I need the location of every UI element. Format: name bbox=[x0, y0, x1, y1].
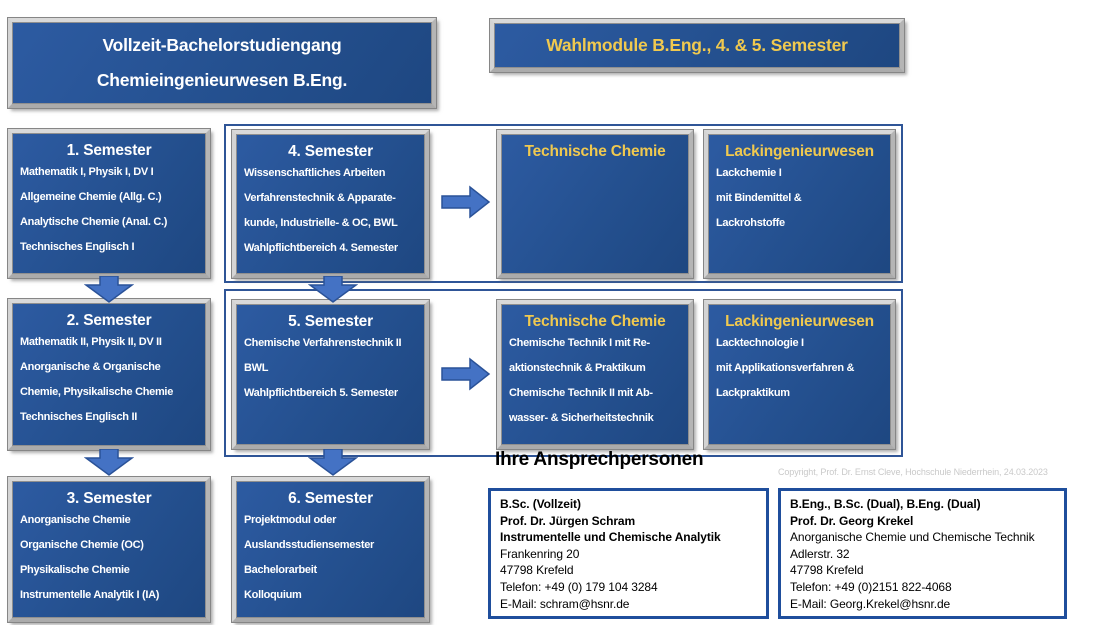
arrow-down-icon bbox=[84, 276, 134, 303]
semester-3-title: 3. Semester bbox=[66, 490, 152, 507]
electives-title-label: Wahlmodule B.Eng., 4. & 5. Semester bbox=[546, 35, 848, 55]
elective-title: Lackingenieurwesen bbox=[725, 313, 874, 330]
module-line: mit Applikationsverfahren & bbox=[716, 362, 855, 374]
copyright-note: Copyright, Prof. Dr. Ernst Cleve, Hochschule Niederrhein, 24.03.2023 bbox=[778, 467, 1048, 477]
contact-department: Anorganische Chemie und Chemische Technik bbox=[790, 530, 1035, 545]
semester-2-box bbox=[8, 299, 210, 450]
module-line: Lackpraktikum bbox=[716, 387, 790, 399]
course-line: Bachelorarbeit bbox=[244, 564, 317, 576]
semester-6-title: 6. Semester bbox=[288, 490, 373, 507]
course-line: Anorganische Chemie bbox=[20, 514, 131, 526]
arrow-down-icon bbox=[308, 276, 358, 303]
contact-email: E-Mail: schram@hsnr.de bbox=[500, 596, 630, 611]
module-line: Lackrohstoffe bbox=[716, 217, 785, 229]
course-line: Mathematik II, Physik II, DV II bbox=[20, 336, 162, 348]
course-line: Auslandsstudiensemester bbox=[244, 539, 375, 551]
course-line: Technisches Englisch II bbox=[20, 411, 137, 423]
module-line: Chemische Technik I mit Re- bbox=[509, 337, 650, 349]
course-line: Anorganische & Organische bbox=[20, 361, 161, 373]
course-line: Physikalische Chemie bbox=[20, 564, 130, 576]
module-line: Chemische Technik II mit Ab- bbox=[509, 387, 653, 399]
semester-5-box bbox=[232, 300, 429, 449]
elective-title: Technische Chemie bbox=[524, 143, 666, 160]
contact-card-krekel bbox=[778, 488, 1067, 619]
course-line: Allgemeine Chemie (Allg. C.) bbox=[20, 191, 162, 203]
course-line: Mathematik I, Physik I, DV I bbox=[20, 166, 154, 178]
contacts-heading: Ihre Ansprechpersonen bbox=[495, 449, 704, 470]
course-line: Technisches Englisch I bbox=[20, 241, 135, 253]
course-line: Wahlpflichtbereich 5. Semester bbox=[244, 387, 398, 399]
contact-name: Prof. Dr. Jürgen Schram bbox=[500, 513, 636, 528]
contact-street: Adlerstr. 32 bbox=[790, 546, 850, 561]
course-line: Chemie, Physikalische Chemie bbox=[20, 386, 174, 398]
contact-street: Frankenring 20 bbox=[500, 546, 580, 561]
program-title-line2: Chemieingenieurwesen B.Eng. bbox=[96, 70, 348, 90]
course-line: BWL bbox=[244, 362, 269, 374]
elective-title: Technische Chemie bbox=[524, 313, 666, 330]
elective-technische-chemie-4-box bbox=[497, 130, 693, 278]
contact-city: 47798 Krefeld bbox=[500, 563, 574, 578]
elective-lackingenieurwesen-4-box bbox=[704, 130, 895, 278]
arrow-down-icon bbox=[84, 449, 134, 476]
semester-4-title: 4. Semester bbox=[288, 143, 373, 160]
contact-phone: Telefon: +49 (0)2151 822-4068 bbox=[790, 579, 952, 594]
contact-degree: B.Eng., B.Sc. (Dual), B.Eng. (Dual) bbox=[790, 497, 981, 511]
module-line: aktionstechnik & Praktikum bbox=[509, 362, 646, 374]
contact-department: Instrumentelle und Chemische Analytik bbox=[500, 530, 721, 545]
contact-phone: Telefon: +49 (0) 179 104 3284 bbox=[500, 579, 658, 594]
semester-1-box bbox=[8, 129, 210, 278]
elective-title: Lackingenieurwesen bbox=[725, 143, 874, 160]
course-line: Analytische Chemie (Anal. C.) bbox=[20, 216, 168, 228]
elective-technische-chemie-5-box bbox=[497, 300, 693, 449]
semester-5-title: 5. Semester bbox=[288, 313, 373, 330]
module-line: mit Bindemittel & bbox=[716, 192, 802, 204]
semester-3-box bbox=[8, 477, 210, 622]
program-title-box bbox=[8, 18, 436, 108]
contact-name: Prof. Dr. Georg Krekel bbox=[790, 513, 914, 528]
course-line: kunde, Industrielle- & OC, BWL bbox=[244, 217, 398, 229]
course-line: Organische Chemie (OC) bbox=[20, 539, 144, 551]
course-line: Verfahrenstechnik & Apparate- bbox=[244, 192, 396, 204]
course-line: Wissenschaftliches Arbeiten bbox=[244, 167, 386, 179]
module-line: Lackchemie I bbox=[716, 167, 782, 179]
course-line: Instrumentelle Analytik I (IA) bbox=[20, 589, 160, 601]
module-line: Lacktechnologie I bbox=[716, 337, 804, 349]
course-line: Kolloquium bbox=[244, 589, 302, 601]
elective-lackingenieurwesen-5-box bbox=[704, 300, 895, 449]
arrow-down-icon bbox=[308, 449, 358, 476]
contact-card-schram bbox=[488, 488, 769, 619]
semester-4-box bbox=[232, 130, 429, 278]
contact-email: E-Mail: Georg.Krekel@hsnr.de bbox=[790, 596, 951, 611]
program-title-line1: Vollzeit-Bachelorstudiengang bbox=[102, 35, 342, 55]
arrow-right-icon bbox=[441, 185, 491, 219]
electives-title-box bbox=[490, 19, 904, 72]
semester-1-title: 1. Semester bbox=[66, 142, 152, 159]
course-line: Projektmodul oder bbox=[244, 514, 337, 526]
course-line: Wahlpflichtbereich 4. Semester bbox=[244, 242, 398, 254]
contact-city: 47798 Krefeld bbox=[790, 563, 864, 578]
semester-2-title: 2. Semester bbox=[66, 312, 152, 329]
course-line: Chemische Verfahrenstechnik II bbox=[244, 337, 402, 349]
semester-6-box bbox=[232, 477, 429, 622]
arrow-right-icon bbox=[441, 357, 491, 391]
module-line: wasser- & Sicherheitstechnik bbox=[509, 412, 654, 424]
contact-degree: B.Sc. (Vollzeit) bbox=[500, 497, 581, 511]
